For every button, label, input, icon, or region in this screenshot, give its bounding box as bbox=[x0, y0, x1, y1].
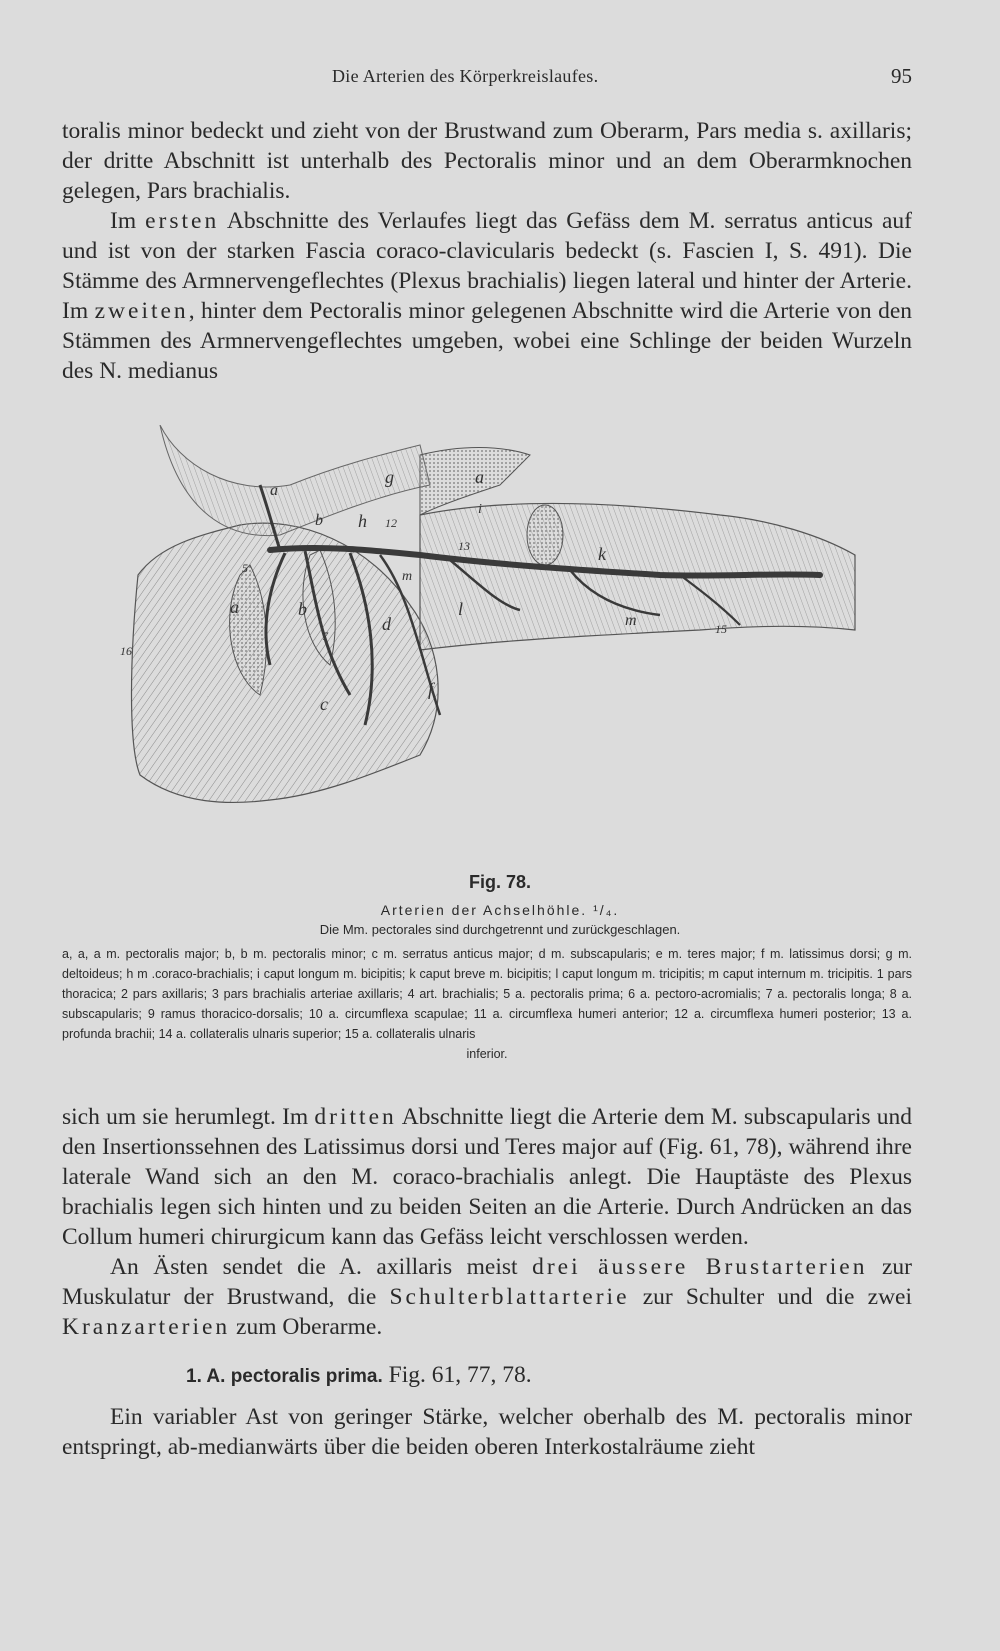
emphasis-text: Schulterblattarterie bbox=[389, 1284, 630, 1310]
paragraph bbox=[62, 1102, 912, 1252]
text-run: , hinter dem Pectoralis minor gelegenen Abschnitte wird die Arterie von den Stämmen des Armnervengeflechtes umgeben, wobei eine Schlinge der beiden Wurzeln des N. medianus bbox=[62, 298, 913, 384]
text-run: zur Muskulatur der Brustwand, die bbox=[62, 1254, 912, 1310]
emphasis-text: drei äussere Brustarterien bbox=[532, 1254, 868, 1280]
legend-text-end: inferior. bbox=[466, 1047, 508, 1061]
figure-label: 12 bbox=[385, 516, 397, 530]
axilla-arteries-drawing bbox=[120, 425, 860, 845]
figure-label: m bbox=[625, 612, 637, 629]
figure-label: 16 bbox=[120, 644, 132, 658]
figure-subtitle: Die Mm. pectorales sind durchgetrennt und zurückgeschlagen. bbox=[319, 922, 681, 937]
section-heading bbox=[62, 1360, 912, 1392]
body-text-top bbox=[62, 116, 912, 386]
figure-label: b bbox=[298, 599, 307, 619]
text-run: Im bbox=[110, 208, 146, 234]
paragraph bbox=[62, 206, 912, 386]
page-number: 95 bbox=[891, 64, 912, 88]
figure-label: l bbox=[458, 599, 464, 619]
figure-number: Fig. 78. bbox=[468, 872, 531, 892]
body-text-bottom bbox=[62, 1102, 912, 1462]
figure-legend bbox=[62, 944, 912, 1064]
anatomical-illustration bbox=[120, 425, 860, 845]
figure-label: d bbox=[382, 614, 391, 634]
figure-label: a bbox=[475, 467, 484, 487]
figure-label: h bbox=[358, 511, 367, 531]
figure-label: a bbox=[230, 597, 239, 617]
figure-label: i bbox=[478, 502, 482, 517]
figure-label: 7 bbox=[322, 629, 328, 643]
text-run: zum Oberarme. bbox=[230, 1314, 383, 1340]
running-title: Die Arterien des Körperkreislaufes. bbox=[332, 66, 599, 86]
paragraph: toralis minor bedeckt und zieht von der Brustwand zum Oberarm, Pars media s. axillaris; der dritte Abschnitt ist unterhalb des Pectoralis minor und an dem Oberarmknochen gelegen, Pars brachialis. bbox=[62, 118, 912, 204]
figure-label: g bbox=[385, 467, 394, 487]
figure-label: 5 bbox=[242, 561, 248, 575]
section-title: 1. A. pectoralis prima. bbox=[186, 1366, 383, 1387]
emphasis-text: Kranzarterien bbox=[62, 1314, 231, 1340]
text-run: Abschnitte liegt die Arterie dem M. subscapularis und den Insertionssehnen des Latissimus dorsi und Teres major auf (Fig. 61, 78), während ihre laterale Wand sich an den M. coraco-brachialis anlegt. Die Hauptäste des Plexus brachialis legen sich hinten und zu beiden Seiten an die Arterie. Durch Andrücken an das Collum humeri chirurgicum kann das Gefäss leicht verschlossen werden. bbox=[62, 1104, 912, 1250]
emphasis-text: ersten bbox=[145, 208, 220, 234]
text-run: Abschnitte des Verlaufes liegt das Gefäss dem M. serratus anticus auf und ist von der starken Fascia coraco-clavicularis bedeckt (s. Fascien I, S. 491). Die Stämme des Armnervengeflechtes (Plexus brachialis) liegen lateral und hinter der Arterie. Im bbox=[62, 208, 913, 324]
section-figure-ref: Fig. 61, 77, 78. bbox=[382, 1362, 532, 1388]
paragraph: Ein variabler Ast von geringer Stärke, welcher oberhalb des M. pectoralis minor entspringt, ab-medianwärts über die beiden oberen Interkostalräume zieht bbox=[62, 1404, 912, 1460]
legend-text: a, a, a m. pectoralis major; b, b m. pectoralis minor; c m. serratus anticus major; d m. subscapularis; e m. teres major; f m. latissimus dorsi; g m. deltoideus; h m .coraco-brachialis; i caput longum m. bicipitis; k caput breve m. bicipitis; l caput longum m. tricipitis; m caput internum m. tricipitis. 1 pars thoracica; 2 pars axillaris; 3 pars brachialis arteriae axillaris; 4 art. brachialis; 5 a. pectoralis prima; 6 a. pectoro-acromialis; 7 a. pectoralis longa; 8 a. subscapularis; 9 ramus thoracico-dorsalis; 10 a. circumflexa scapulae; 11 a. circumflexa humeri anterior; 12 a. circumflexa humeri posterior; 13 a. profunda brachii; 14 a. collateralis ulnaris superior; 15 a. collateralis ulnaris bbox=[62, 947, 912, 1041]
text-run: zur Schulter und die zwei bbox=[629, 1284, 912, 1310]
figure-title: Arterien der Achselhöhle. ¹/₄. bbox=[380, 902, 620, 918]
emphasis-text: zweiten bbox=[94, 298, 189, 324]
figure-label: 15 bbox=[715, 622, 727, 636]
figure-label: 13 bbox=[458, 539, 470, 553]
text-run: sich um sie herumlegt. Im bbox=[62, 1104, 315, 1130]
paragraph bbox=[62, 1252, 912, 1342]
emphasis-text: dritten bbox=[314, 1104, 397, 1130]
figure-label: b bbox=[315, 512, 323, 529]
running-head bbox=[62, 66, 912, 96]
figure-label: m bbox=[402, 569, 413, 584]
text-run: An Ästen sendet die A. axillaris meist bbox=[110, 1254, 533, 1280]
figure-label: c bbox=[320, 694, 328, 714]
figure-label: f bbox=[428, 679, 434, 699]
figure-label: k bbox=[598, 544, 606, 564]
figure-label: a bbox=[270, 482, 278, 499]
